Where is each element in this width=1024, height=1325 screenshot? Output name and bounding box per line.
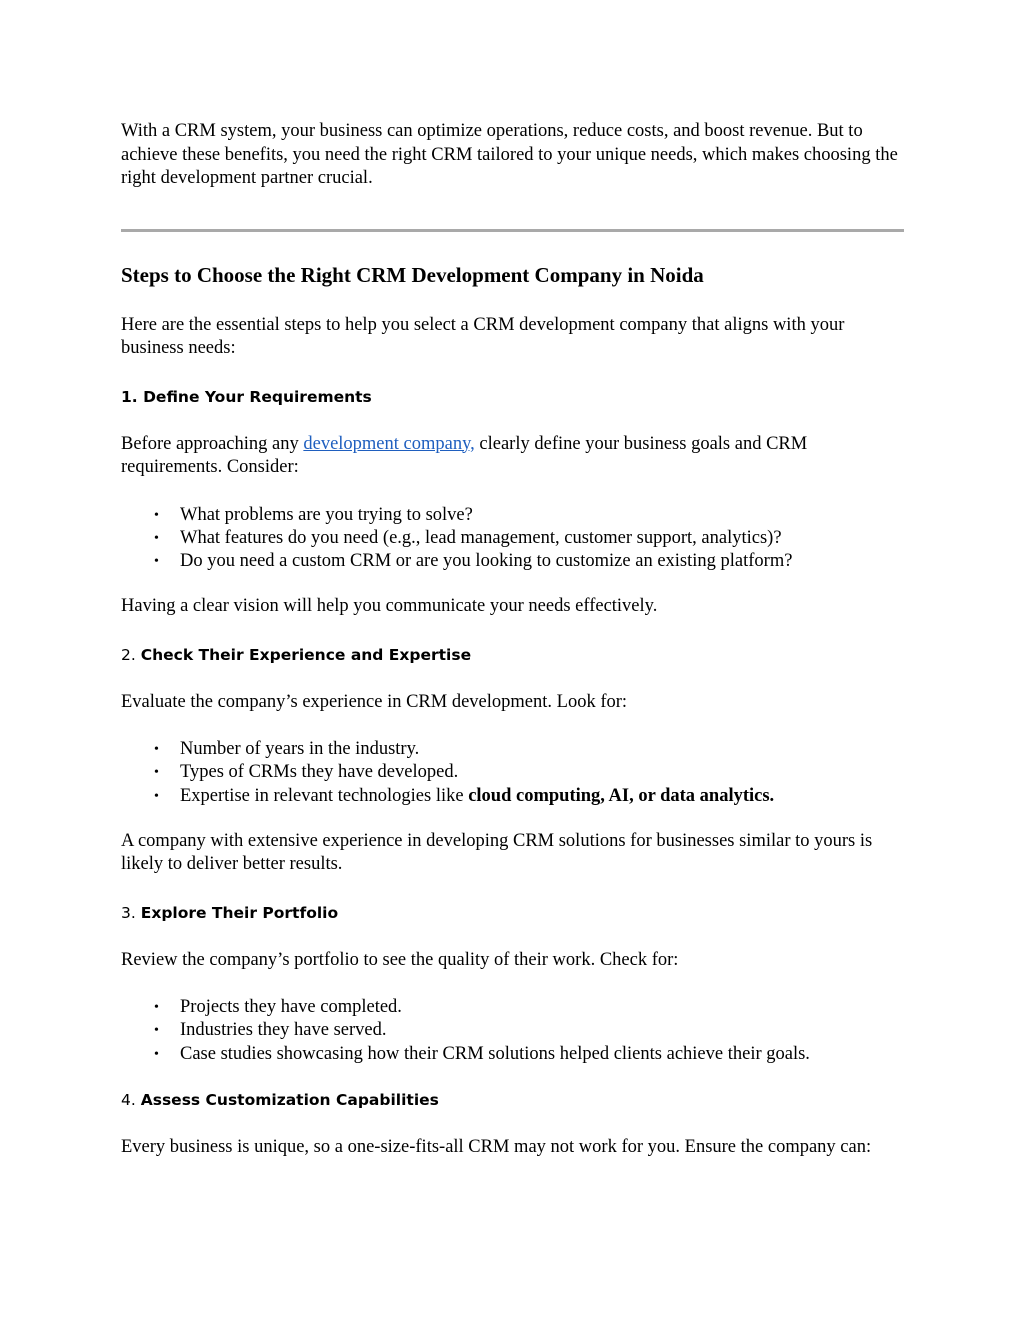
- list-item-text: Expertise in relevant technologies like: [180, 785, 469, 806]
- intro-paragraph: With a CRM system, your business can optimize operations, reduce costs, and boost revenue. But to achieve these benefits, you need the right CRM tailored to your unique needs, which makes choosing the right development partner crucial.: [121, 121, 898, 188]
- development-company-link[interactable]: development company,: [303, 433, 475, 454]
- list-item: [121, 996, 911, 1019]
- list-item-bold-text: cloud computing, AI, or data analytics.: [468, 785, 775, 806]
- lead-paragraph: Here are the essential steps to help you select a CRM development company that aligns with your business needs:: [121, 314, 845, 358]
- step3-title: Explore Their Portfolio: [140, 903, 339, 922]
- section-title: Steps to Choose the Right CRM Development Company in Noida: [121, 262, 704, 287]
- list-item: [121, 785, 911, 808]
- step2-title: Check Their Experience and Expertise: [140, 645, 472, 664]
- step3-paragraph: Review the company’s portfolio to see the quality of their work. Check for:: [121, 949, 679, 970]
- bullet-icon: •: [154, 742, 159, 758]
- step1-paragraph: [121, 433, 911, 480]
- step3-heading: [121, 901, 911, 925]
- step2-closing-paragraph: A company with extensive experience in developing CRM solutions for businesses similar to yours is likely to deliver better results.: [121, 830, 873, 875]
- step2-number: 2.: [121, 645, 136, 664]
- step1-heading: [121, 385, 911, 409]
- list-item-text: Industries they have served.: [180, 1020, 387, 1041]
- list-item: [121, 1019, 911, 1042]
- horizontal-divider: [121, 229, 904, 232]
- list-item: [121, 527, 911, 550]
- step4-number: 4.: [121, 1090, 136, 1109]
- step3-bullet-list: [121, 996, 911, 1066]
- bullet-icon: •: [154, 553, 159, 569]
- list-item: [121, 1043, 911, 1066]
- list-item: [121, 550, 911, 573]
- bullet-icon: •: [154, 1023, 159, 1039]
- bullet-icon: •: [154, 765, 159, 781]
- list-item-text: Case studies showcasing how their CRM solutions helped clients achieve their goals.: [180, 1043, 810, 1064]
- list-item-text: Types of CRMs they have developed.: [180, 762, 459, 783]
- list-item: [121, 761, 911, 784]
- step4-paragraph: Every business is unique, so a one-size-fits-all CRM may not work for you. Ensure the company can:: [121, 1136, 872, 1157]
- step1-heading-text: 1. Define Your Requirements: [121, 387, 372, 406]
- bullet-icon: •: [154, 1046, 159, 1062]
- list-item-text: Do you need a custom CRM or are you looking to customize an existing platform?: [180, 550, 793, 571]
- step4-title: Assess Customization Capabilities: [140, 1090, 439, 1109]
- document-page: [121, 120, 911, 1183]
- step1-text-before-link: Before approaching any: [121, 433, 304, 454]
- list-item-text: Number of years in the industry.: [180, 739, 420, 760]
- step2-bullet-list: [121, 738, 911, 808]
- step3-number: 3.: [121, 903, 136, 922]
- bullet-icon: •: [154, 530, 159, 546]
- step1-closing-paragraph: Having a clear vision will help you communicate your needs effectively.: [121, 596, 658, 617]
- step2-paragraph: Evaluate the company’s experience in CRM development. Look for:: [121, 691, 628, 712]
- step1-text-after-link: clearly define your business goals and CRM requirements. Consider:: [121, 433, 808, 477]
- bullet-icon: •: [154, 507, 159, 523]
- step4-heading: [121, 1088, 911, 1112]
- list-item-text: What problems are you trying to solve?: [180, 504, 473, 525]
- step1-bullet-list: [121, 504, 911, 574]
- step2-heading: [121, 643, 911, 667]
- list-item-text: What features do you need (e.g., lead management, customer support, analytics)?: [180, 527, 782, 548]
- bullet-icon: •: [154, 1000, 159, 1016]
- list-item-text: Projects they have completed.: [180, 997, 402, 1018]
- bullet-icon: •: [154, 788, 159, 804]
- list-item: [121, 738, 911, 761]
- list-item: [121, 504, 911, 527]
